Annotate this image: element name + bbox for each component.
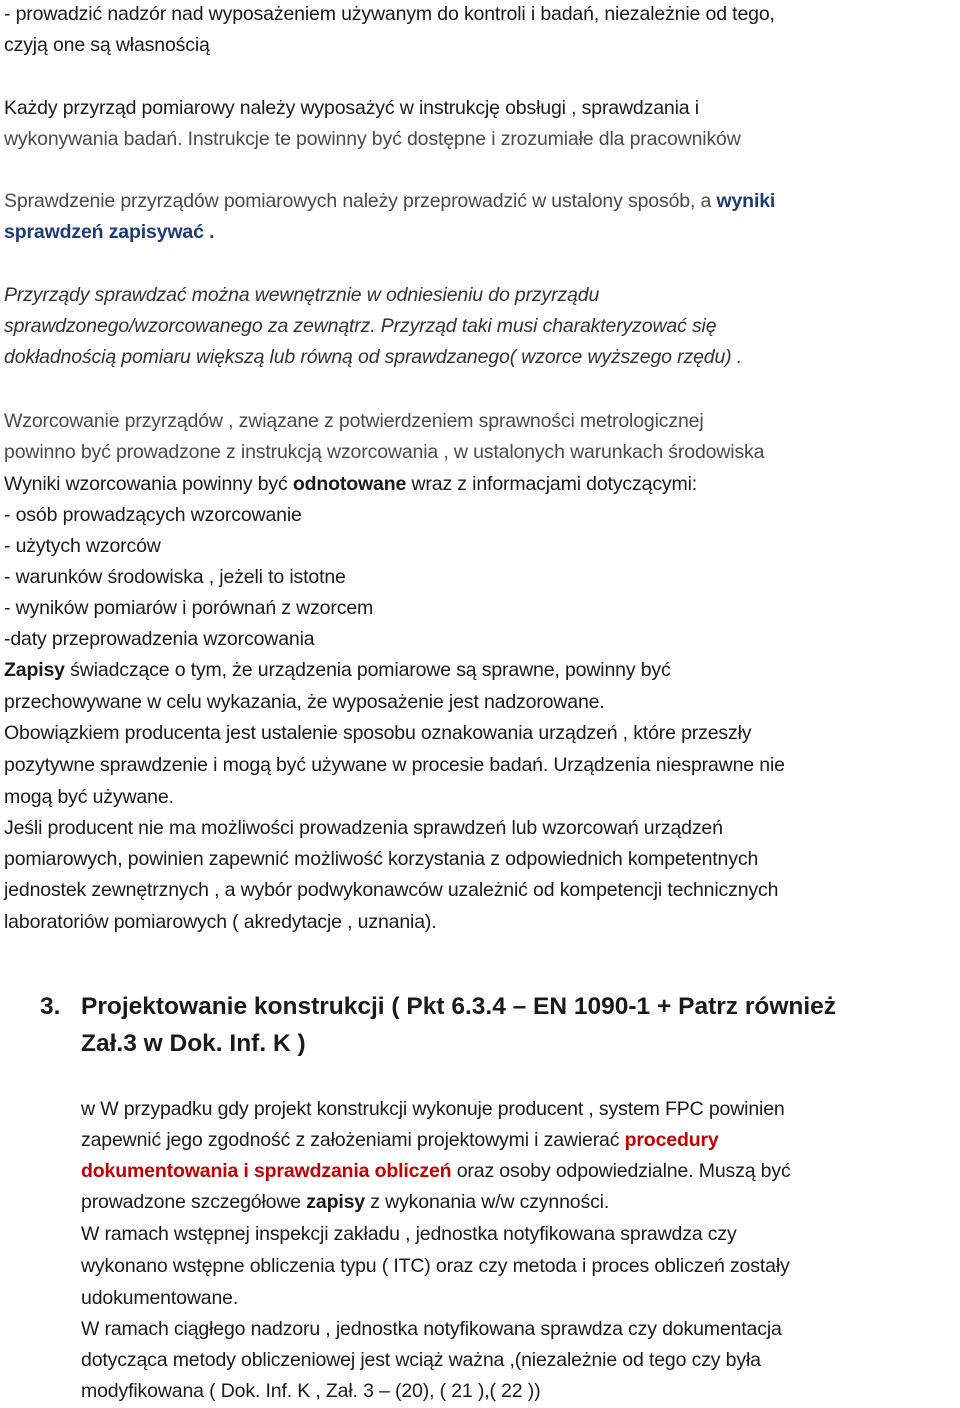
italic-line: dokładnością pomiaru większą lub równą od sprawdzanego( wzorce wyższego rzędu) .: [4, 346, 743, 368]
text-line: udokumentowane.: [81, 1287, 239, 1309]
text-line: Wzorcowanie przyrządów , związane z potwierdzeniem sprawności metrologicznej: [4, 410, 704, 432]
text-line: laboratoriów pomiarowych ( akredytacje , uznania).: [4, 911, 437, 933]
list-item: - warunków środowiska , jeżeli to istotne: [4, 566, 346, 588]
text-run: Wyniki wzorcowania powinny być: [4, 473, 293, 495]
text-line: pozytywne sprawdzenie i mogą być używane w procesie badań. Urządzenia niesprawne nie: [4, 754, 785, 776]
text-line: [4, 472, 697, 496]
text-line: [81, 1190, 609, 1214]
text-line: przechowywane w celu wykazania, że wyposażenie jest nadzorowane.: [4, 691, 605, 713]
text-line: W ramach ciągłego nadzoru , jednostka notyfikowana sprawdza czy dokumentacja: [81, 1318, 782, 1340]
italic-line: Przyrządy sprawdzać można wewnętrznie w odniesieniu do przyrządu: [4, 284, 600, 306]
text-line: - prowadzić nadzór nad wyposażeniem używanym do kontroli i badań, niezależnie od tego,: [4, 3, 775, 25]
text-line: [81, 1128, 719, 1152]
text-line: pomiarowych, powinien zapewnić możliwość korzystania z odpowiednich kompetentnych: [4, 848, 759, 870]
text-line: jednostek zewnętrznych , a wybór podwykonawców uzależnić od kompetencji technicznych: [4, 879, 779, 901]
text-line: powinno być prowadzone z instrukcją wzorcowania , w ustalonych warunkach środowiska: [4, 441, 765, 463]
section-heading: Zał.3 w Dok. Inf. K ): [81, 1030, 306, 1057]
text-line: modyfikowana ( Dok. Inf. K , Zał. 3 – (20), ( 21 ),( 22 )): [81, 1380, 541, 1402]
text-line: czyją one są własnością: [4, 34, 210, 56]
section-heading: Projektowanie konstrukcji ( Pkt 6.3.4 – EN 1090-1 + Patrz również: [81, 993, 837, 1020]
text-run: świadczące o tym, że urządzenia pomiarowe są sprawne, powinny być: [64, 659, 671, 681]
text-line: [4, 189, 775, 213]
bold-text: zapisy: [306, 1191, 365, 1213]
text-line: [81, 1159, 791, 1183]
text-run: Sprawdzenie przyrządów pomiarowych należy przeprowadzić w ustalony sposób, a: [4, 190, 717, 212]
section-number: 3.: [40, 993, 61, 1020]
text-run: z wykonania w/w czynności.: [365, 1191, 610, 1213]
text-run: prowadzone szczegółowe: [81, 1191, 307, 1213]
text-line: Każdy przyrząd pomiarowy należy wyposażyć w instrukcję obsługi , sprawdzania i: [4, 97, 699, 119]
text-line: wykonywania badań. Instrukcje te powinny być dostępne i zrozumiałe dla pracowników: [4, 128, 741, 150]
list-item: - osób prowadzących wzorcowanie: [4, 504, 302, 526]
text-line: wykonano wstępne obliczenia typu ( ITC) oraz czy metoda i proces obliczeń zostały: [81, 1255, 790, 1277]
text-run: oraz osoby odpowiedzialne. Muszą być: [451, 1160, 791, 1182]
list-item: - wyników pomiarów i porównań z wzorcem: [4, 597, 374, 619]
emphasis-text: wyniki: [716, 190, 776, 212]
list-item: -daty przeprowadzenia wzorcowania: [4, 628, 315, 650]
text-line: [4, 658, 671, 682]
bold-text: odnotowane: [292, 473, 407, 495]
text-run: wraz z informacjami dotyczącymi:: [406, 473, 698, 495]
text-line: w W przypadku gdy projekt konstrukcji wykonuje producent , system FPC powinien: [81, 1098, 785, 1120]
text-line: Obowiązkiem producenta jest ustalenie sposobu oznakowania urządzeń , które przeszły: [4, 722, 752, 744]
highlight-text: procedury: [624, 1129, 719, 1151]
emphasis-line: sprawdzeń zapisywać .: [4, 221, 215, 243]
bold-text: Zapisy: [4, 659, 65, 681]
highlight-text: dokumentowania i sprawdzania obliczeń: [81, 1160, 452, 1182]
list-item: - użytych wzorców: [4, 535, 161, 557]
text-line: mogą być używane.: [4, 786, 174, 808]
text-run: zapewnić jego zgodność z założeniami projektowymi i zawierać: [81, 1129, 625, 1151]
text-line: Jeśli producent nie ma możliwości prowadzenia sprawdzeń lub wzorcowań urządzeń: [4, 817, 723, 839]
italic-line: sprawdzonego/wzorcowanego za zewnątrz. Przyrząd taki musi charakteryzować się: [4, 315, 717, 337]
text-line: dotycząca metody obliczeniowej jest wciąż ważna ,(niezależnie od tego czy była: [81, 1349, 761, 1371]
text-line: W ramach wstępnej inspekcji zakładu , jednostka notyfikowana sprawdza czy: [81, 1223, 737, 1245]
